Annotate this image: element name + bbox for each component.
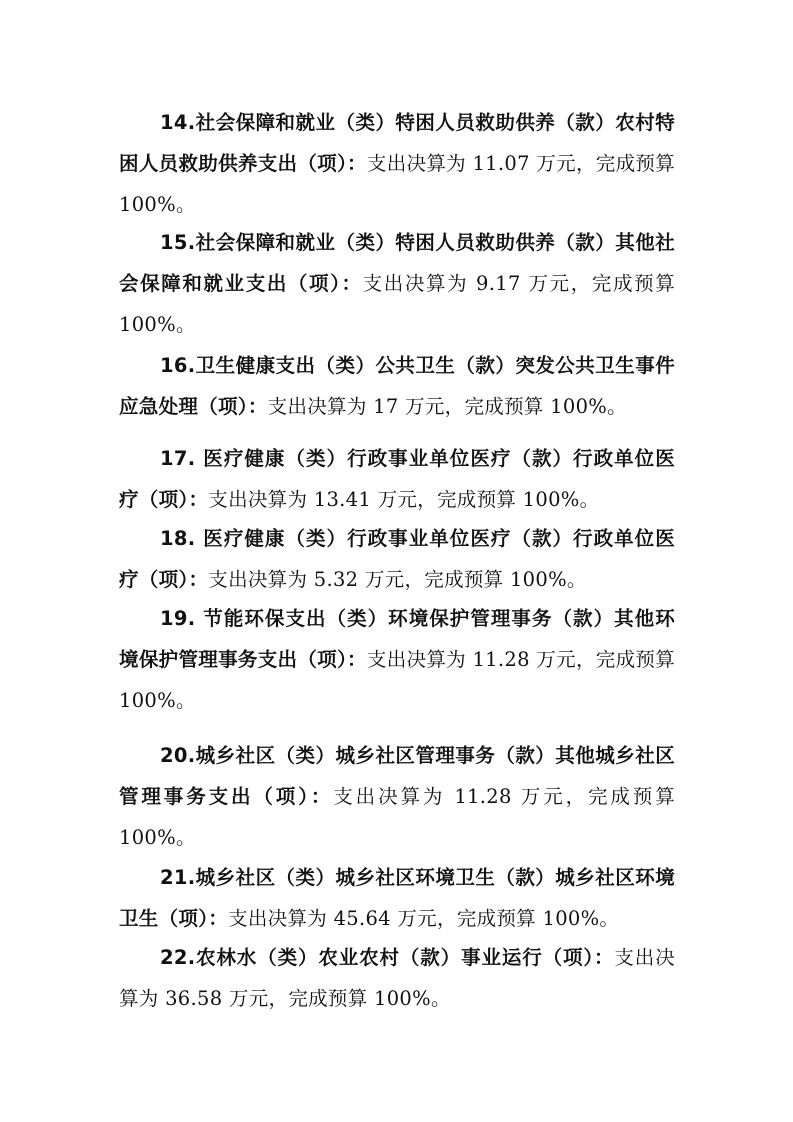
paragraph-item-19 bbox=[119, 598, 675, 721]
item-heading: 14.社会保障和就业（类）特困人员救助供养（款）农村特困人员救助供养支出（项）： bbox=[119, 111, 675, 175]
paragraph-item-20 bbox=[119, 735, 675, 858]
item-heading: 22.农林水（类）农业农村（款）事业运行（项）： bbox=[160, 946, 615, 969]
item-heading: 19. 节能环保支出（类）环境保护管理事务（款）其他环境保护管理事务支出（项）： bbox=[119, 607, 675, 671]
item-body: 支出决算为 11.28 万元，完成预算 100%。 bbox=[119, 785, 675, 849]
item-body: 支出决算为 13.41 万元，完成预算 100%。 bbox=[208, 488, 600, 511]
item-heading: 15.社会保障和就业（类）特困人员救助供养（款）其他社会保障和就业支出（项）： bbox=[119, 231, 675, 295]
item-body: 支出决算为 17 万元，完成预算 100%。 bbox=[267, 395, 627, 418]
paragraph-item-22 bbox=[119, 937, 675, 1019]
item-heading: 17. 医疗健康（类）行政事业单位医疗（款）行政单位医疗（项）： bbox=[119, 447, 675, 511]
item-body: 支出决算为 11.28 万元，完成预算 100%。 bbox=[119, 648, 676, 712]
paragraph-item-14 bbox=[119, 102, 675, 225]
item-heading: 16.卫生健康支出（类）公共卫生（款）突发公共卫生事件应急处理（项）： bbox=[119, 354, 675, 418]
item-body: 支出决算为 45.64 万元，完成预算 100%。 bbox=[228, 907, 620, 930]
item-heading: 21.城乡社区（类）城乡社区环境卫生（款）城乡社区环境卫生（项）： bbox=[119, 866, 675, 930]
paragraph-item-17 bbox=[119, 438, 675, 520]
item-body: 支出决算为 9.17 万元，完成预算 100%。 bbox=[119, 272, 675, 336]
item-heading: 20.城乡社区（类）城乡社区管理事务（款）其他城乡社区管理事务支出（项）： bbox=[119, 744, 675, 808]
item-body: 支出决算为 11.07 万元，完成预算 100%。 bbox=[119, 152, 676, 216]
paragraph-item-15 bbox=[119, 222, 675, 345]
item-body: 支出决算为 5.32 万元，完成预算 100%。 bbox=[208, 568, 587, 591]
paragraph-item-16 bbox=[119, 345, 675, 427]
item-body: 支出决算为 36.58 万元，完成预算 100%。 bbox=[119, 946, 675, 1010]
paragraph-item-18 bbox=[119, 518, 675, 600]
item-heading: 18. 医疗健康（类）行政事业单位医疗（款）行政单位医疗（项）： bbox=[119, 527, 675, 591]
paragraph-item-21 bbox=[119, 857, 675, 939]
